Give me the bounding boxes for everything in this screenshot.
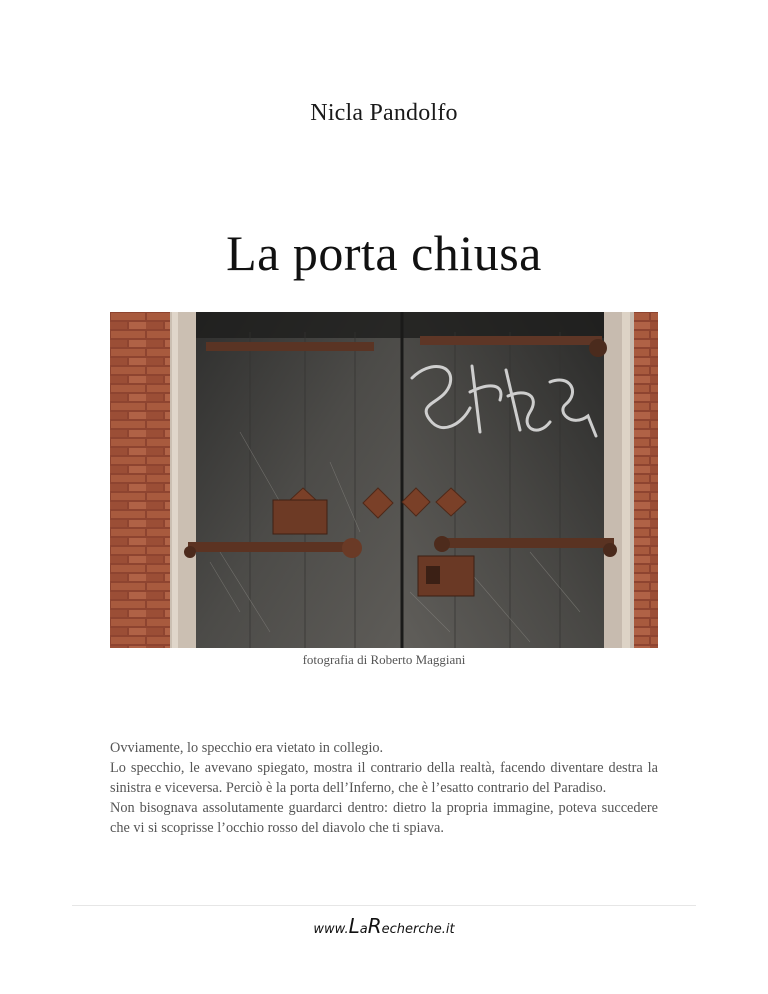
paragraph-1: Ovviamente, lo specchio era vietato in collegio. — [110, 740, 384, 756]
photo-caption: fotografia di Roberto Maggiani — [302, 652, 466, 667]
url-initial-l: L — [348, 914, 360, 938]
url-prefix: www. — [313, 922, 349, 937]
paragraph-2: Lo specchio, le avevano spiegato, mostra il contrario della realtà, facendo diventare destra la sinistra e viceversa. Perciò è la porta dell’Inferno, che è l’esatto contrario del Paradiso. — [110, 760, 658, 796]
author-name: Nicla Pandolfo — [310, 100, 458, 126]
url-rest: echerche.it — [381, 922, 455, 937]
url-letter-a: a — [359, 922, 368, 937]
paragraph-3: Non bisognava assolutamente guardarci dentro: dietro la propria immagine, poteva succedere che vi si scoprisse l’occhio rosso del diavolo che ti spiava. — [110, 800, 658, 836]
door-photograph — [110, 312, 658, 648]
document-title: La porta chiusa — [226, 225, 542, 281]
body-text — [110, 738, 658, 838]
footer-divider — [72, 905, 696, 906]
footer-website-link[interactable] — [0, 914, 768, 938]
url-initial-r: R — [367, 914, 382, 938]
